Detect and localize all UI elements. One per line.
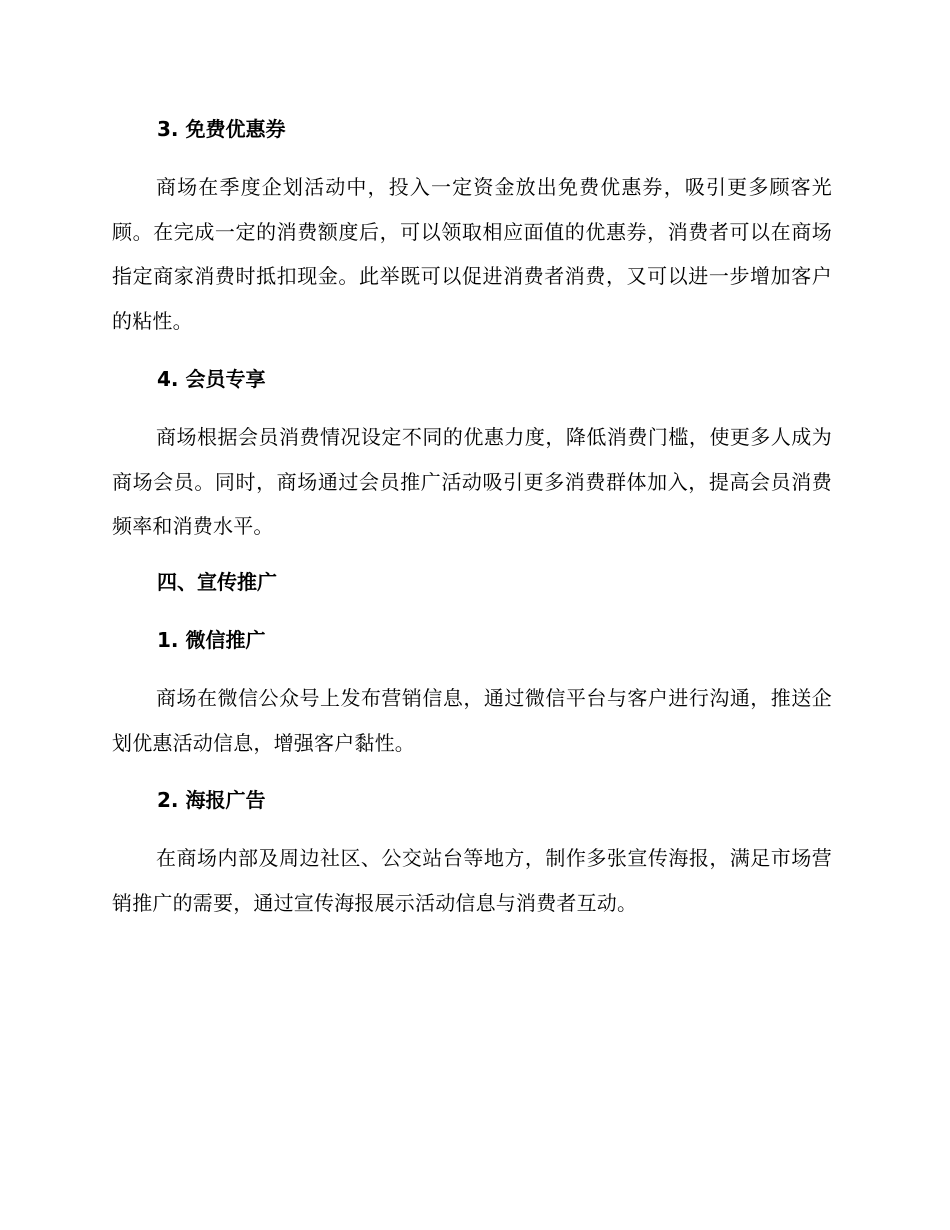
section-paragraph-member-exclusive: 商场根据会员消费情况设定不同的优惠力度，降低消费门槛，使更多人成为商场会员。同时，商场通过会员推广活动吸引更多消费群体加入，提高会员消费频率和消费水平。 [112,425,832,539]
section-heading-promotion: 四、宣传推广 [157,570,277,594]
section-heading-free-coupons: 3. 免费优惠券 [157,117,286,141]
section-paragraph-poster-ads: 在商场内部及周边社区、公交站台等地方，制作多张宣传海报，满足市场营销推广的需要，通过宣传海报展示活动信息与消费者互动。 [112,846,832,915]
section-heading-wechat-promotion: 1. 微信推广 [157,628,266,652]
section-paragraph-free-coupons: 商场在季度企划活动中，投入一定资金放出免费优惠券，吸引更多顾客光顾。在完成一定的消费额度后，可以领取相应面值的优惠券，消费者可以在商场指定商家消费时抵扣现金。此举既可以促进消费者消费，又可以进一步增加客户的粘性。 [112,175,832,334]
section-heading-member-exclusive: 4. 会员专享 [157,367,266,391]
section-heading-poster-ads: 2. 海报广告 [157,788,266,812]
section-paragraph-wechat-promotion: 商场在微信公众号上发布营销信息，通过微信平台与客户进行沟通，推送企划优惠活动信息，增强客户黏性。 [112,686,832,755]
